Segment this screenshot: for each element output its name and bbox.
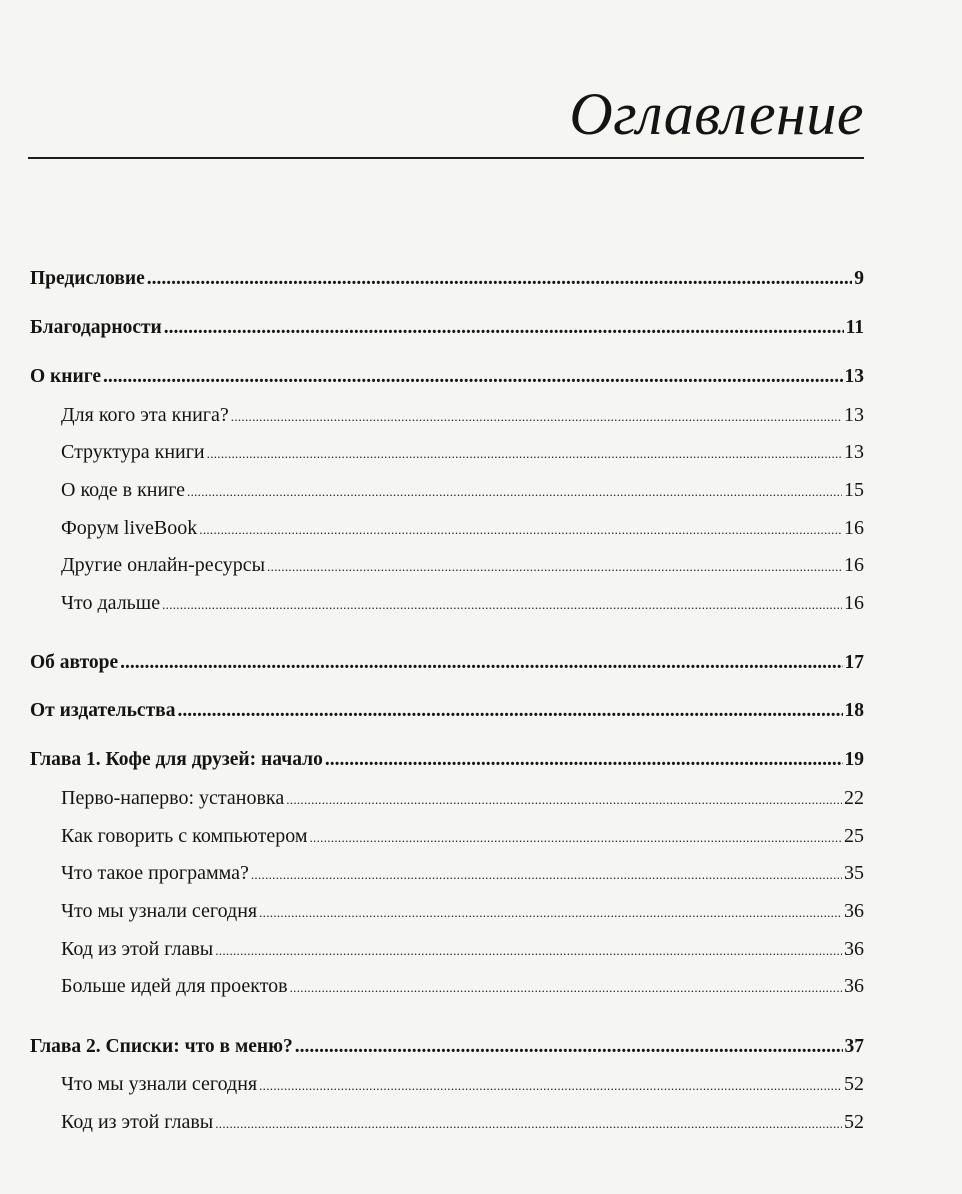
toc-entry-label: Глава 1. Кофе для друзей: начало — [30, 749, 323, 770]
toc-entry-label: Перво-наперво: установка — [61, 787, 285, 809]
toc-entry-chapter-2[interactable] — [30, 1032, 864, 1062]
dot-leader — [215, 1107, 842, 1139]
toc-page-number: 36 — [844, 938, 864, 960]
toc-entry-publisher[interactable] — [30, 696, 864, 726]
toc-page-number: 36 — [844, 900, 864, 922]
dot-leader — [207, 437, 842, 469]
dot-leader — [164, 313, 844, 343]
toc-entry-label: Форум liveBook — [61, 517, 198, 539]
toc-entry-label: Об авторе — [30, 652, 119, 673]
toc-page-number: 15 — [844, 479, 864, 501]
toc-entry-label: Глава 2. Списки: что в меню? — [30, 1036, 293, 1057]
dot-leader — [259, 896, 842, 928]
toc-page-number: 11 — [845, 317, 864, 338]
toc-entry-structure[interactable] — [61, 437, 864, 467]
toc-entry-label: Для кого эта книга? — [61, 404, 229, 426]
toc-entry-chapter-1[interactable] — [30, 745, 864, 775]
dot-leader — [325, 745, 843, 775]
toc-entry-project-ideas[interactable] — [61, 971, 864, 1001]
toc-page-number: 17 — [844, 652, 864, 673]
toc-entry-chapter-code[interactable] — [61, 934, 864, 964]
toc-entry-label: Структура книги — [61, 441, 205, 463]
dot-leader — [215, 934, 842, 966]
toc-entry-online-resources[interactable] — [61, 550, 864, 580]
toc-entry-what-we-learned-2[interactable] — [61, 1069, 864, 1099]
toc-page-number: 13 — [844, 441, 864, 463]
toc-page-number: 52 — [844, 1073, 864, 1095]
toc-entry-label: Что мы узнали сегодня — [61, 900, 258, 922]
dot-leader — [310, 821, 843, 853]
toc-entry-whats-next[interactable] — [61, 588, 864, 618]
title-rule — [28, 157, 864, 159]
toc-entry-label: Код из этой главы — [61, 938, 214, 960]
toc-entry-label: Что такое программа? — [61, 862, 249, 884]
dot-leader — [267, 550, 842, 582]
dot-leader — [231, 400, 842, 432]
toc-page-number: 9 — [854, 268, 864, 289]
dot-leader — [103, 362, 842, 392]
toc-page-number: 16 — [844, 592, 864, 614]
toc-entry-about-book[interactable] — [30, 362, 864, 392]
toc-entry-label: От издательства — [30, 700, 176, 721]
dot-leader — [177, 696, 842, 726]
dot-leader — [147, 264, 852, 294]
page-title: Оглавление — [569, 81, 864, 147]
toc-entry-label: О книге — [30, 366, 102, 387]
toc-page-number: 35 — [844, 862, 864, 884]
toc-entry-label: Другие онлайн-ресурсы — [61, 554, 266, 576]
toc-entry-label: О коде в книге — [61, 479, 186, 501]
toc-entry-label: Что дальше — [61, 592, 161, 614]
toc-page-number: 16 — [844, 554, 864, 576]
toc-entry-chapter-code-2[interactable] — [61, 1107, 864, 1137]
toc-entry-label: Благодарности — [30, 317, 162, 338]
toc-page-number: 16 — [844, 517, 864, 539]
toc-entry-what-is-program[interactable] — [61, 858, 864, 888]
toc-page-number: 22 — [844, 787, 864, 809]
dot-leader — [199, 513, 842, 545]
toc-entry-forum[interactable] — [61, 513, 864, 543]
dot-leader — [290, 971, 842, 1003]
toc-page-number: 13 — [844, 404, 864, 426]
dot-leader — [187, 475, 842, 507]
toc-page-number: 25 — [844, 825, 864, 847]
toc-page-number: 36 — [844, 975, 864, 997]
toc-page-number: 37 — [844, 1036, 864, 1057]
dot-leader — [162, 588, 842, 620]
toc-page-number: 18 — [844, 700, 864, 721]
dot-leader — [120, 648, 842, 678]
toc-entry-what-we-learned[interactable] — [61, 896, 864, 926]
dot-leader — [251, 858, 842, 890]
toc-entry-preface[interactable] — [30, 264, 864, 294]
toc-entry-acknowledgements[interactable] — [30, 313, 864, 343]
toc-page-number: 13 — [844, 366, 864, 387]
toc-entry-talking-to-computer[interactable] — [61, 821, 864, 851]
toc-entry-label: Предисловие — [30, 268, 145, 289]
toc-page-number: 19 — [844, 749, 864, 770]
toc-entry-label: Больше идей для проектов — [61, 975, 288, 997]
toc-page-number: 52 — [844, 1111, 864, 1133]
dot-leader — [295, 1032, 843, 1062]
dot-leader — [286, 783, 842, 815]
toc-entry-installation[interactable] — [61, 783, 864, 813]
toc-entry-code[interactable] — [61, 475, 864, 505]
toc-entry-label: Что мы узнали сегодня — [61, 1073, 258, 1095]
toc-entry-label: Код из этой главы — [61, 1111, 214, 1133]
toc-entry-label: Как говорить с компьютером — [61, 825, 308, 847]
toc-entry-about-author[interactable] — [30, 648, 864, 678]
dot-leader — [259, 1069, 842, 1101]
toc-entry-audience[interactable] — [61, 400, 864, 430]
